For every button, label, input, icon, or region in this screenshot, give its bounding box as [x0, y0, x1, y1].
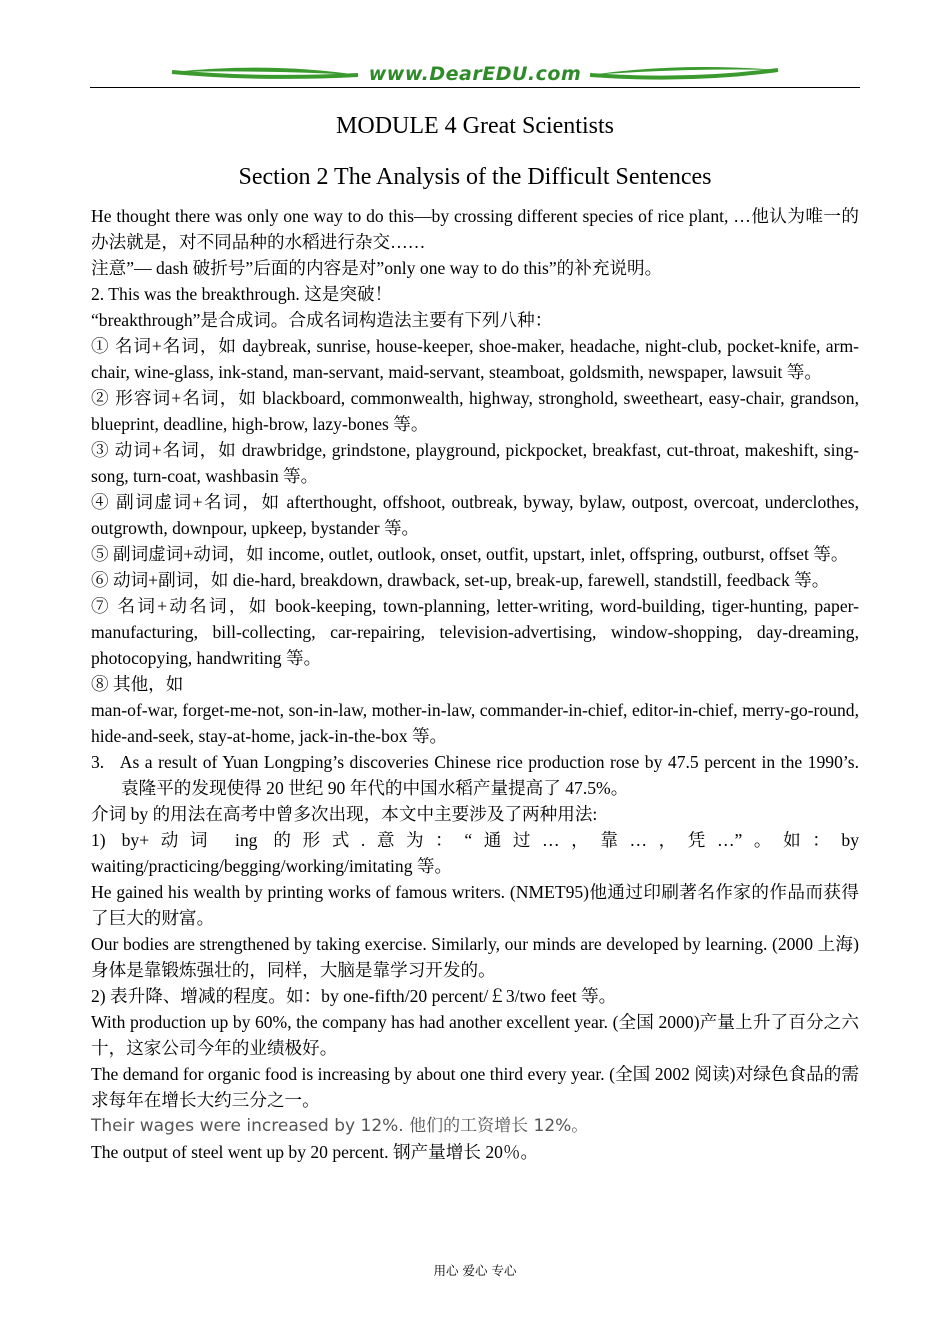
- example-wealth: He gained his wealth by printing works of famous writers. (NMET95)他通过印刷著名作家的作品而获得了巨大的财富。: [91, 882, 859, 928]
- list-item-adverb-verb: ⑤ 副词虚词+动词，如 income, outlet, outlook, onset, outfit, upstart, inlet, offspring, outburst, offset 等。: [91, 544, 849, 564]
- list-item-adj-noun: ② 形容词+名词，如 blackboard, commonwealth, highway, stronghold, sweetheart, easy-chair, grandson, blueprint, deadline, high-brow, lazy-bones 等。: [91, 388, 859, 434]
- page-footer: 用心 爱心 专心: [433, 1263, 517, 1278]
- paragraph-by-usage-intro: 介词 by 的用法在高考中曾多次出现，本文中主要涉及了两种用法:: [91, 804, 598, 824]
- list-item-verb-adverb: ⑥ 动词+副词，如 die-hard, breakdown, drawback, set-up, break-up, farewell, standstill, feedback 等。: [91, 570, 830, 590]
- section-title: Section 2 The Analysis of the Difficult Sentences: [238, 164, 712, 190]
- list-item-adverb-noun: ④ 副词虚词+名词，如 afterthought, offshoot, outbreak, byway, bylaw, outpost, overcoat, underclothes, outgrowth, downpour, upkeep, bystander 等。: [91, 492, 859, 538]
- header-divider: [90, 87, 860, 88]
- site-logo-text: www.DearEDU.com: [368, 63, 582, 85]
- list-item-others: ⑧ 其他，如: [91, 674, 184, 694]
- paragraph-sentence-2: 2. This was the breakthrough. 这是突破！: [91, 284, 393, 304]
- paragraph-dash-note: 注意”— dash 破折号”后面的内容是对”only one way to do this”的补充说明。: [91, 258, 663, 278]
- list-item-verb-noun: ③ 动词+名词，如 drawbridge, grindstone, playground, pickpocket, breakfast, cut-throat, makeshift, sing-song, turn-coat, washbasin 等。: [91, 440, 859, 486]
- example-organic-food: The demand for organic food is increasing by about one third every year. (全国 2002 阅读)对绿色食品的需求每年在增长大约三分之一。: [91, 1064, 859, 1110]
- paragraph-compound-intro: “breakthrough”是合成词。合成名词构造法主要有下列八种：: [91, 310, 553, 330]
- paragraph-by-usage-1: 1) by+动词 ing 的形式.意为：“通过…，靠…，凭…”。如：by waiting/practicing/begging/working/imitating 等。: [91, 830, 859, 876]
- example-steel: The output of steel went up by 20 percent. 钢产量增长 20％。: [91, 1142, 539, 1162]
- list-item-noun-gerund: ⑦ 名词+动名词，如 book-keeping, town-planning, letter-writing, word-building, tiger-hunting, paper-manufacturing, bill-collecting, car-repairing, television-advertising, window-shopping, day-dreaming, photocopying, handwriting 等。: [91, 596, 859, 668]
- document-body: [91, 203, 859, 1165]
- paragraph-others-examples: man-of-war, forget-me-not, son-in-law, mother-in-law, commander-in-chief, editor-in-chief, merry-go-round, hide-and-seek, stay-at-home, jack-in-the-box 等。: [91, 700, 859, 746]
- list-item-noun-noun: ① 名词+名词，如 daybreak, sunrise, house-keeper, shoe-maker, headache, night-club, pocket-knife, arm-chair, wine-glass, ink-stand, man-servant, maid-servant, steamboat, goldsmith, newspaper, lawsuit 等。: [91, 336, 859, 382]
- page-header: [90, 58, 860, 90]
- example-production: With production up by 60%, the company has had another excellent year. (全国 2000)产量上升了百分之六十，这家公司今年的业绩极好。: [91, 1012, 859, 1058]
- example-bodies: Our bodies are strengthened by taking exercise. Similarly, our minds are developed by learning. (2000 上海)身体是靠锻炼强壮的，同样，大脑是靠学习开发的。: [91, 934, 859, 980]
- paragraph-sentence-3: 3. As a result of Yuan Longping’s discoveries Chinese rice production rose by 47.5 percent in the 1990’s. 袁隆平的发现使得 20 世纪 90 年代的中国水稻产量提高了 47.5%。: [91, 752, 859, 798]
- paragraph-sentence-1: He thought there was only one way to do this—by crossing different species of rice plant, …他认为唯一的办法就是，对不同品种的水稻进行杂交……: [91, 206, 859, 252]
- module-title: MODULE 4 Great Scientists: [336, 113, 614, 139]
- example-wages: Their wages were increased by 12%. 他们的工资增长 12%。: [91, 1116, 589, 1136]
- paragraph-by-usage-2: 2) 表升降、增减的程度。如：by one-fifth/20 percent/￡3/two feet 等。: [91, 986, 617, 1006]
